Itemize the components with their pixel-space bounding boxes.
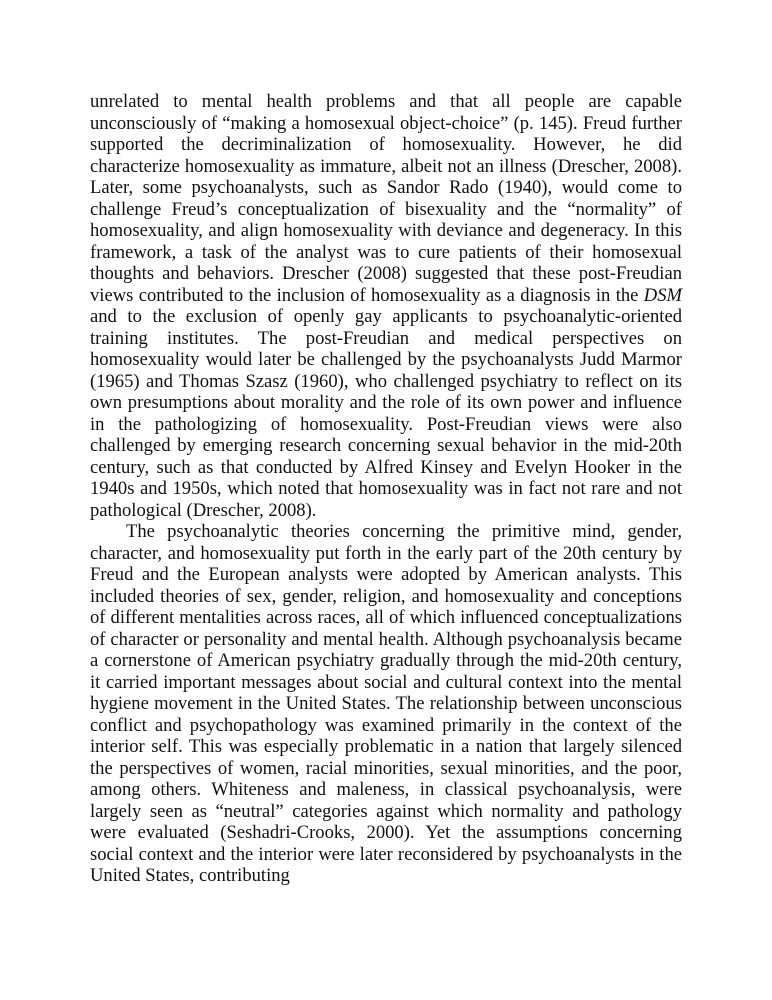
paragraph-1-text-b: and to the exclusion of openly gay applicants to psychoanalytic-oriented training institutes. The post-Freudian and medical perspectives on homosexuality would later be challenged by the psychoanalysts Judd Marmor (1965) and Thomas Szasz (1960), who challenged psychiatry to reflect on its own presumptions about morality and the role of its own power and influence in the pathologizing of homosexuality. Post-Freudian views were also challenged by emerging research concerning sexual behavior in the mid-20th century, such as that conducted by Alfred Kinsey and Evelyn Hooker in the 1940s and 1950s, which noted that homosexuality was in fact not rare and not pathological (Drescher, 2008). [90, 306, 682, 521]
paragraph-1-text-a: unrelated to mental health problems and that all people are capable unconsciously of “making a homosexual object-choice” (p. 145). Freud further supported the decriminalization of homosexuality. However, he did characterize homosexuality as immature, albeit not an illness (Drescher, 2008). Later, some psychoanalysts, such as Sandor Rado (1940), would come to challenge Freud’s conceptualization of bisexuality and the “normality” of homosexuality, and align homosexuality with deviance and degeneracy. In this framework, a task of the analyst was to cure patients of their homosexual thoughts and behaviors. Drescher (2008) suggested that these post-Freudian views contributed to the inclusion of homosexuality as a diagnosis in the [90, 91, 682, 306]
paragraph-2 [90, 521, 682, 887]
page-body [90, 91, 682, 887]
paragraph-1 [90, 91, 682, 521]
paragraph-1-dsm-italic: DSM [643, 284, 682, 306]
paragraph-2-text: The psychoanalytic theories concerning the primitive mind, gender, character, and homosexuality put forth in the early part of the 20th century by Freud and the European analysts were adopted by American analysts. This included theories of sex, gender, religion, and homosexuality and conceptions of different mentalities across races, all of which influenced conceptualizations of character or personality and mental health. Although psychoanalysis became a cornerstone of American psychiatry gradually through the mid-20th century, it carried important messages about social and cultural context into the mental hygiene movement in the United States. The relationship between unconscious conflict and psychopathology was examined primarily in the context of the interior self. This was especially problematic in a nation that largely silenced the perspectives of women, racial minorities, sexual minorities, and the poor, among others. Whiteness and maleness, in classical psychoanalysis, were largely seen as “neutral” categories against which normality and pathology were evaluated (Seshadri-Crooks, 2000). Yet the assumptions concerning social context and the interior were later reconsidered by psychoanalysts in the United States, contributing [90, 521, 682, 886]
